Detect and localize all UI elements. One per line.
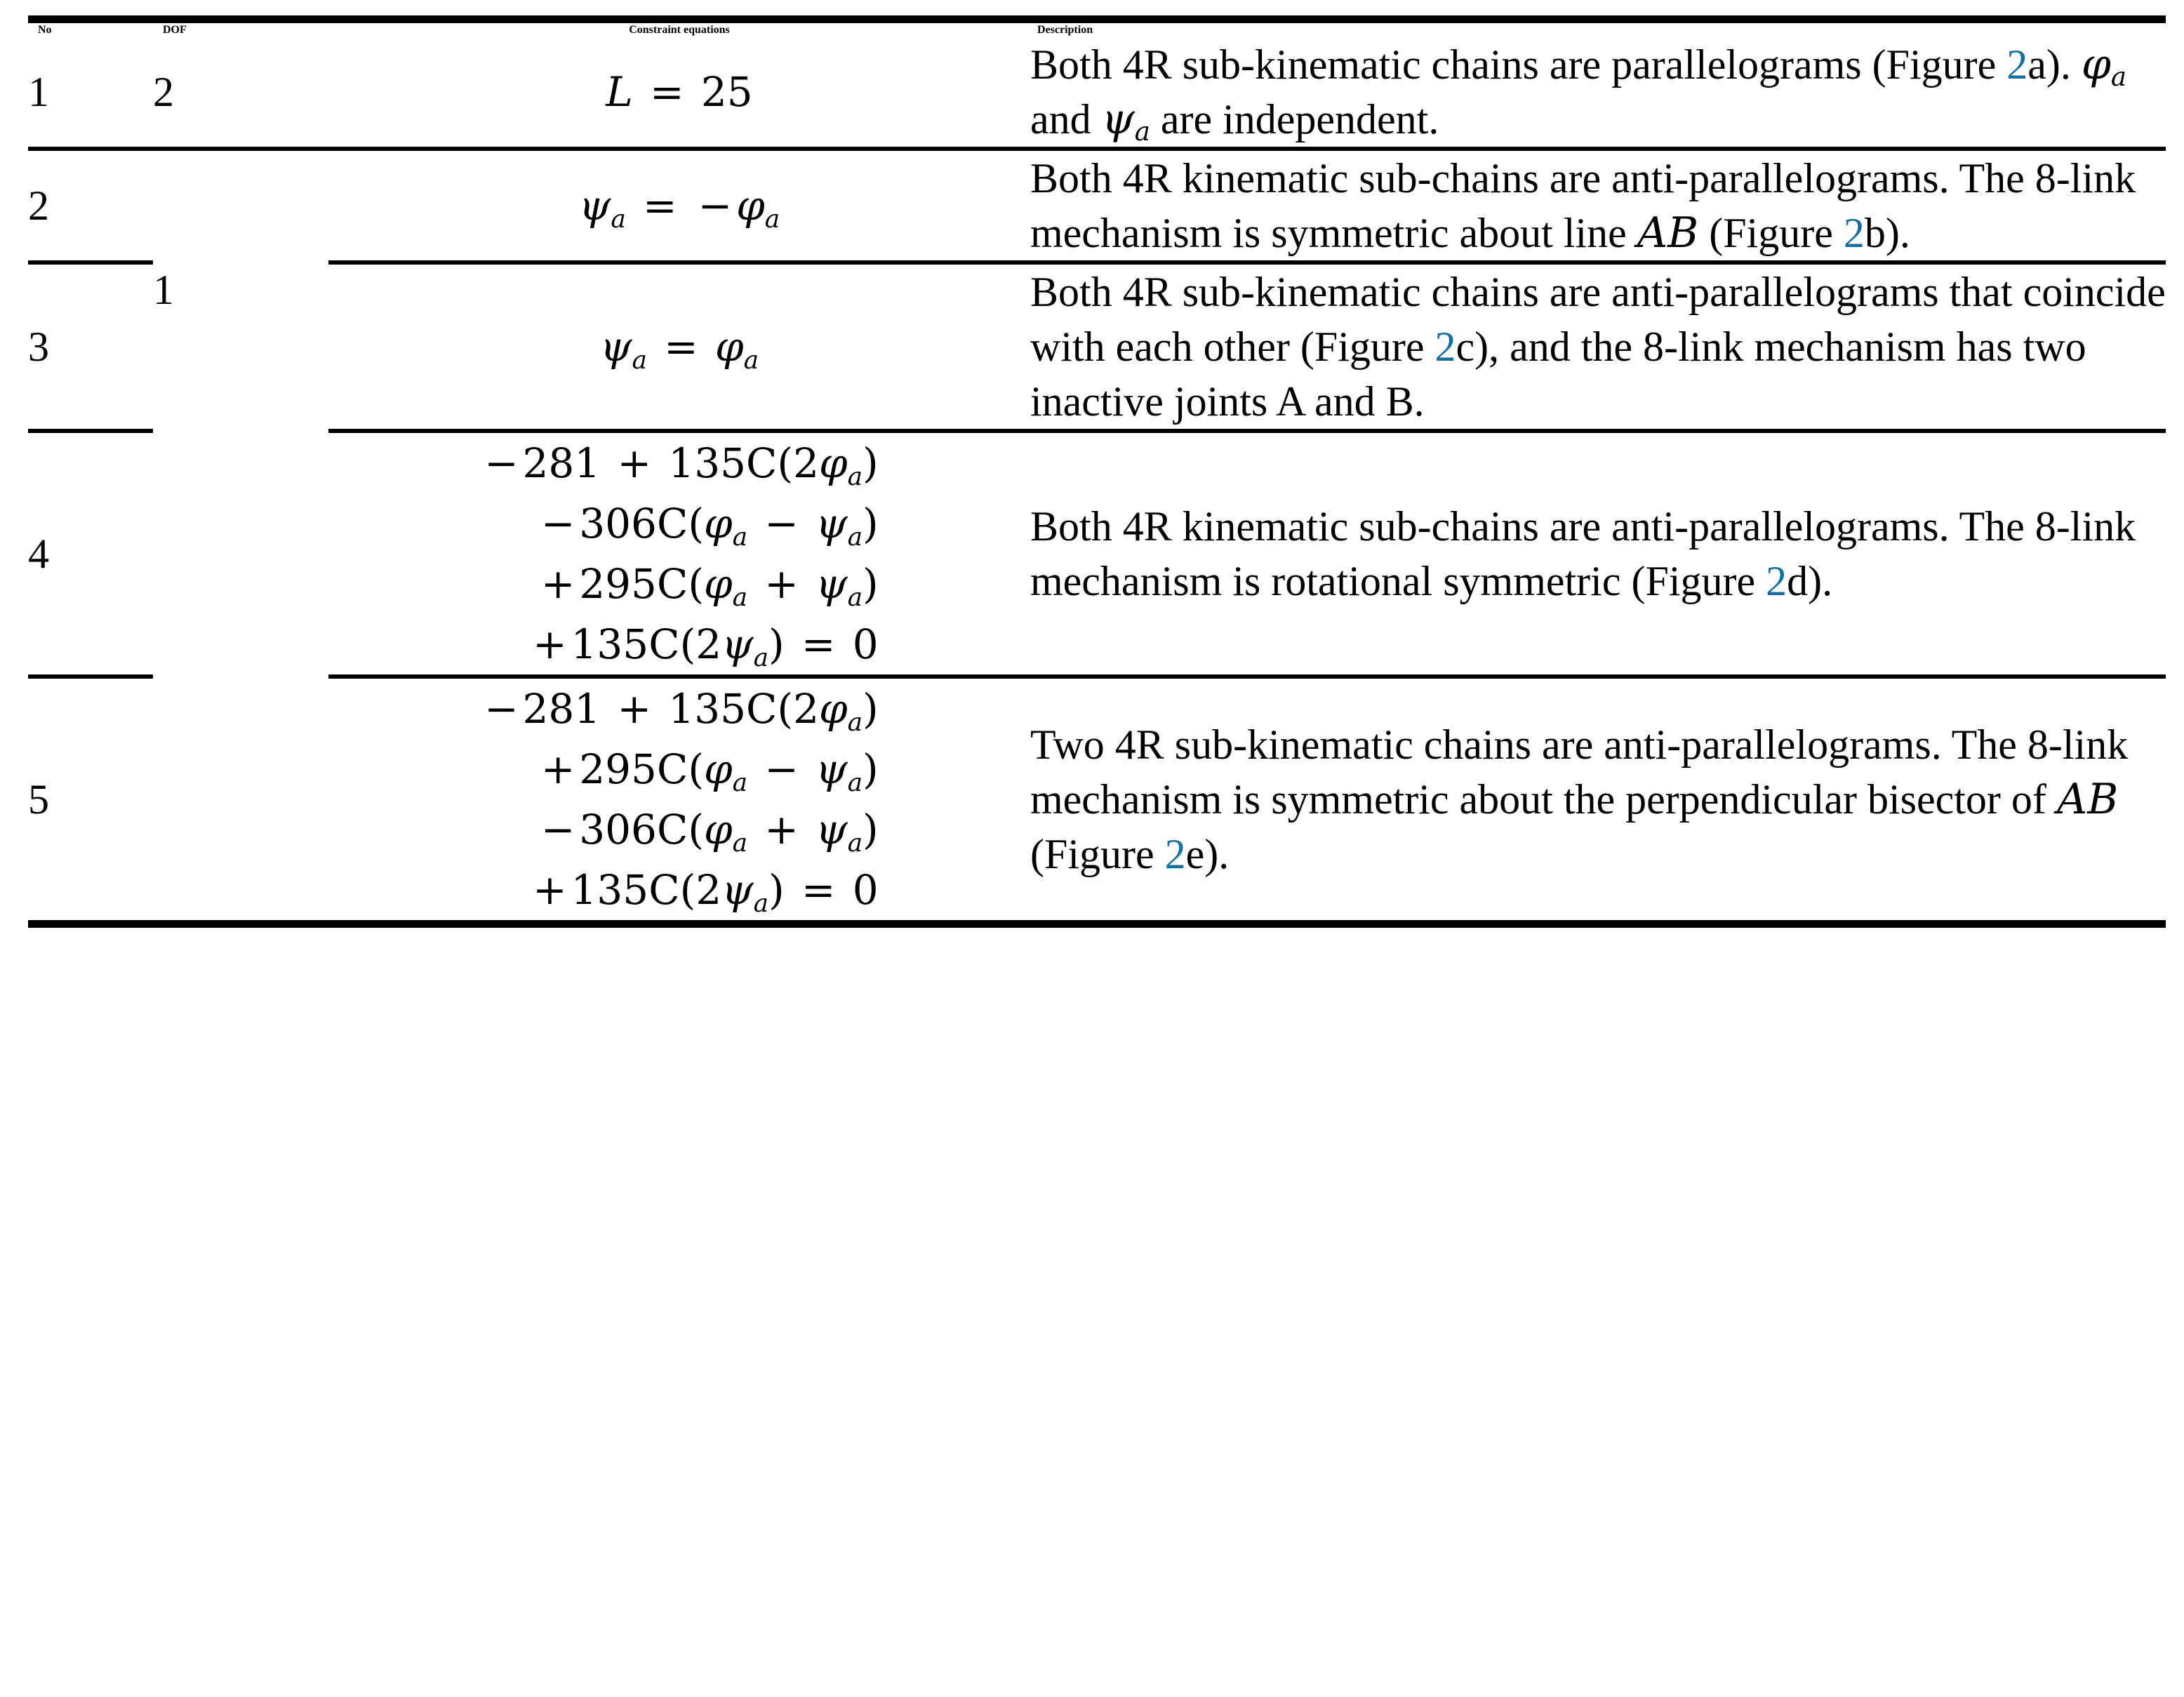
- row-equation: [328, 262, 1030, 431]
- row-dof: 1: [153, 266, 174, 313]
- figure-reference-link[interactable]: 2: [1766, 558, 1787, 604]
- equation-content-3: $\psi_a = \varphi_a$: [599, 323, 759, 375]
- figure-reference-link[interactable]: 2: [1434, 324, 1456, 370]
- row-number: 5: [28, 776, 49, 823]
- figure-reference-link[interactable]: 2: [1164, 831, 1186, 877]
- table-row: [28, 37, 2166, 149]
- row-number: 1: [28, 37, 153, 149]
- line-label: AB: [2056, 775, 2119, 824]
- row-equation: [328, 431, 1030, 677]
- inline-variable: $\psi_a$: [1101, 95, 1150, 147]
- row-equation: [328, 37, 1030, 149]
- row-description: [1030, 262, 2166, 431]
- column-header-no: No: [38, 24, 52, 36]
- equation-content-5: $-281 + 135C(2\varphi_a)$ $+295C(\varphi_a - \psi_a)$ $-306C(\varphi_a + \psi_a)$ $+135C(2\psi_a) = 0$: [484, 685, 879, 918]
- table-rows: [28, 37, 2166, 920]
- row-description: [1030, 149, 2166, 262]
- table-row: [28, 431, 2166, 677]
- row-dof: [153, 431, 328, 677]
- row-number: 3: [28, 262, 153, 431]
- equation-content-1: L = 25: [606, 68, 753, 116]
- row-equation: [328, 149, 1030, 262]
- figure-reference-link[interactable]: 2: [1843, 210, 1865, 256]
- table-body: [28, 23, 2166, 920]
- row-description: [1030, 37, 2166, 149]
- row-description: [1030, 431, 2166, 677]
- table-top-rule: [28, 15, 2166, 23]
- column-header-description: Description: [1037, 24, 1093, 36]
- constraint-equations-table: [28, 15, 2166, 928]
- figure-reference-link[interactable]: 2: [2006, 41, 2028, 88]
- description-content-3: Both 4R sub-kinematic chains are anti-parallelograms that coincide with each other (Figure 2c), and the 8-link mechanism has two inactive joints A and B.: [1030, 269, 2166, 425]
- line-label: AB: [1637, 208, 1699, 258]
- table-row: [28, 262, 2166, 431]
- row-dof: 2: [153, 37, 328, 149]
- row-number: 2: [28, 149, 153, 262]
- column-header-dof: DOF: [163, 24, 187, 36]
- equation-content-2: $\psi_a = -\varphi_a$: [578, 182, 780, 234]
- row-number: 4: [28, 431, 153, 677]
- row-description: [1030, 677, 2166, 920]
- row-dof: [153, 677, 328, 920]
- table-header-row: [28, 23, 2166, 37]
- table-bottom-rule: [28, 920, 2166, 928]
- column-header-constraint-equations: Constraint equations: [629, 24, 730, 36]
- row-equation: [328, 677, 1030, 920]
- description-content-5: Two 4R sub-kinematic chains are anti-parallelograms. The 8-link mechanism is symmetric about the perpendicular bisector of AB (Figure 2e).: [1030, 721, 2129, 877]
- description-content-1: Both 4R sub-kinematic chains are parallelograms (Figure 2a). $\varphi_a$ and $\psi_a$ are independent.: [1030, 40, 2127, 147]
- table-row: [28, 149, 2166, 262]
- table-row: [28, 677, 2166, 920]
- inline-variable: $\varphi_a$: [2081, 40, 2127, 93]
- description-content-4: Both 4R kinematic sub-chains are anti-parallelograms. The 8-link mechanism is rotational symmetric (Figure 2d).: [1030, 503, 2136, 604]
- description-content-2: Both 4R kinematic sub-chains are anti-parallelograms. The 8-link mechanism is symmetric about line AB (Figure 2b).: [1030, 155, 2136, 258]
- equation-content-4: $-281 + 135C(2\varphi_a)$ $-306C(\varphi_a - \psi_a)$ $+295C(\varphi_a + \psi_a)$ $+135C(2\psi_a) = 0$: [484, 439, 879, 672]
